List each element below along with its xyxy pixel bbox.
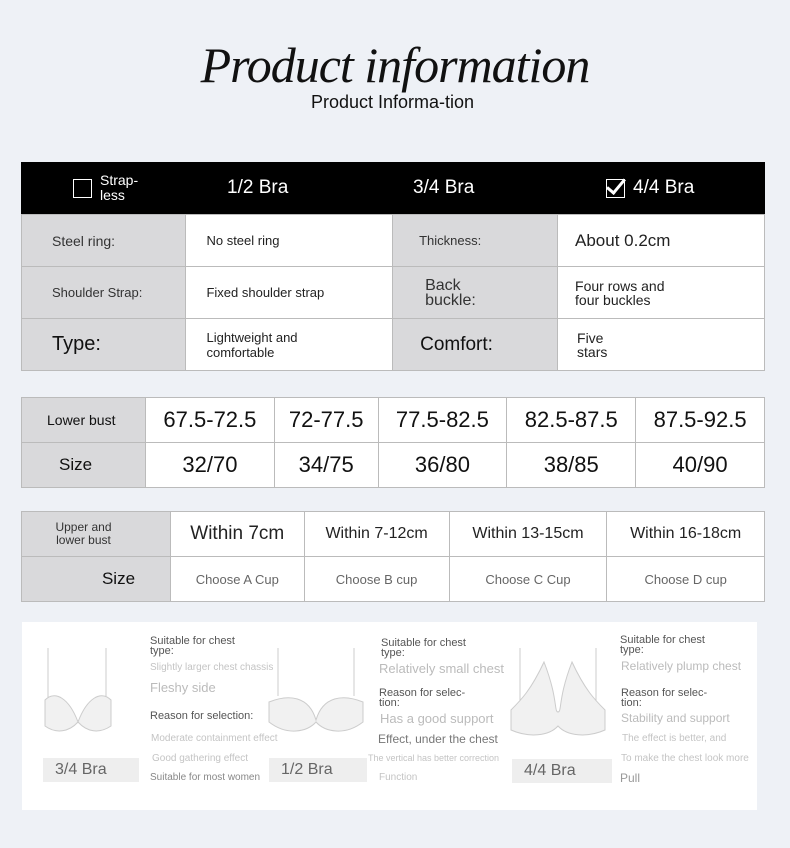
thickness-label: Thickness: <box>393 215 558 267</box>
type-label-full: 4/4 Bra <box>512 759 612 783</box>
chest-type-text: Slightly larger chest chassis <box>150 662 274 673</box>
chest-type-text: Fleshy side <box>150 680 216 695</box>
table-row <box>22 443 765 488</box>
table-row <box>22 512 765 557</box>
size-cell: 38/85 <box>507 443 636 488</box>
option-strapless: Strap-less <box>73 162 145 214</box>
bust-difference-cell: Within 13-15cm <box>449 512 607 557</box>
cup-cell: Choose D cup <box>607 557 765 602</box>
bust-difference-cell: Within 7cm <box>171 512 305 557</box>
half-bra-image <box>266 644 366 736</box>
chest-type-heading: Suitable for chest type: <box>150 635 235 657</box>
page-subtitle: Product Informa-tion <box>311 92 475 112</box>
shoulder-strap-value: Fixed shoulder strap <box>186 267 393 319</box>
table-row <box>22 398 765 443</box>
option-full-bra: 4/4 Bra <box>606 162 694 214</box>
reason-text: To make the chest look more <box>621 753 749 764</box>
cup-cell: Choose A Cup <box>171 557 305 602</box>
reason-heading: Reason for selec-tion: <box>621 687 708 709</box>
type-value: Lightweight and comfortable <box>186 319 393 371</box>
chest-type-text: Relatively plump chest <box>621 659 742 673</box>
table-row <box>22 267 765 319</box>
checkbox-icon <box>73 179 92 198</box>
bra-type-header <box>21 162 765 214</box>
chest-type-heading: Suitable for chest type: <box>620 634 705 656</box>
size-table <box>21 397 765 488</box>
chest-type-heading: Suitable for chest type: <box>381 637 466 659</box>
size-label: Size <box>22 557 171 602</box>
thickness-value: About 0.2cm <box>558 215 765 267</box>
type-label: Type: <box>22 319 186 371</box>
reason-text: The vertical has better correction <box>368 753 500 763</box>
bust-difference-label: Upper and lower bust <box>22 512 171 557</box>
lower-bust-cell: 72-77.5 <box>274 398 378 443</box>
table-row <box>22 319 765 371</box>
reason-text: Effect, under the chest <box>378 732 498 746</box>
size-cell: 40/90 <box>636 443 765 488</box>
reason-text: Stability and support <box>621 711 730 725</box>
lower-bust-label: Lower bust <box>22 398 146 443</box>
table-row <box>22 215 765 267</box>
size-cell: 34/75 <box>274 443 378 488</box>
back-buckle-value: Four rows and four buckles <box>558 267 765 319</box>
cup-cell: Choose C Cup <box>449 557 607 602</box>
type-label-half: 1/2 Bra <box>269 758 367 782</box>
comfort-label: Comfort: <box>393 319 558 371</box>
steel-ring-label: Steel ring: <box>22 215 186 267</box>
lower-bust-cell: 77.5-82.5 <box>378 398 507 443</box>
bust-difference-cell: Within 16-18cm <box>607 512 765 557</box>
shoulder-strap-label: Shoulder Strap: <box>22 267 186 319</box>
page-title: Product information <box>200 37 590 93</box>
reason-text: Has a good support <box>380 711 494 726</box>
option-half-bra: 1/2 Bra <box>227 177 289 198</box>
lower-bust-cell: 82.5-87.5 <box>507 398 636 443</box>
full-bra-image <box>508 644 608 736</box>
reason-heading: Reason for selection: <box>150 710 254 722</box>
bra-type-comparison <box>22 622 757 810</box>
reason-text: The effect is better, and <box>622 733 727 744</box>
checked-checkbox-icon <box>606 179 625 198</box>
reason-text: Suitable for most women <box>150 772 261 783</box>
size-cell: 36/80 <box>378 443 507 488</box>
chest-type-text: Relatively small chest <box>379 661 504 676</box>
reason-text: Good gathering effect <box>152 753 248 764</box>
three-quarter-bra-image <box>40 644 116 736</box>
reason-text: Pull <box>620 771 641 785</box>
option-three-quarter-bra: 3/4 Bra <box>413 177 475 198</box>
type-label-three-quarter: 3/4 Bra <box>43 758 139 782</box>
comfort-value: Five stars <box>558 319 765 371</box>
reason-text: Moderate containment effect <box>151 733 278 744</box>
reason-heading: Reason for selec-tion: <box>379 687 466 709</box>
cup-cell: Choose B cup <box>304 557 449 602</box>
size-cell: 32/70 <box>146 443 275 488</box>
lower-bust-cell: 87.5-92.5 <box>636 398 765 443</box>
size-label: Size <box>22 443 146 488</box>
bust-difference-cell: Within 7-12cm <box>304 512 449 557</box>
back-buckle-label: Back buckle: <box>393 267 558 319</box>
cup-table <box>21 511 765 602</box>
lower-bust-cell: 67.5-72.5 <box>146 398 275 443</box>
reason-text: Function <box>379 772 418 783</box>
spec-table <box>21 214 765 371</box>
table-row <box>22 557 765 602</box>
steel-ring-value: No steel ring <box>186 215 393 267</box>
